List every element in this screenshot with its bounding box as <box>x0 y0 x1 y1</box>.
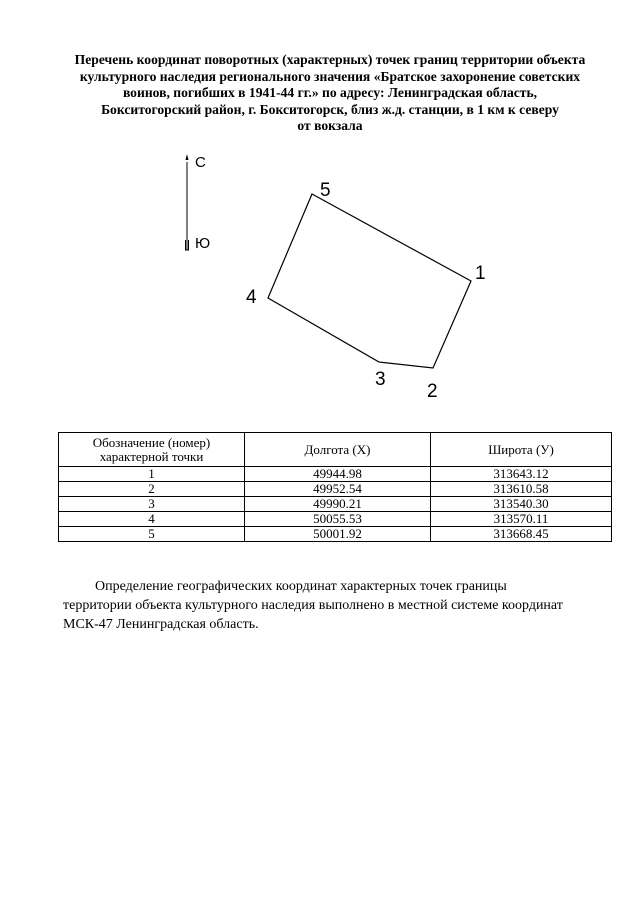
point-label-5: 5 <box>320 180 331 201</box>
title-line: Бокситогорский район, г. Бокситогорск, близ ж.д. станции, в 1 км к северу <box>101 101 559 117</box>
table-row <box>59 497 612 512</box>
cell-latitude: 313610.58 <box>431 482 612 497</box>
table-row <box>59 512 612 527</box>
header-point-id: Обозначение (номер) характерной точки <box>59 433 245 467</box>
cell-point-id: 1 <box>59 467 245 482</box>
point-label-1: 1 <box>475 263 486 284</box>
coordinates-table <box>58 432 612 542</box>
point-label-4: 4 <box>246 287 257 308</box>
cell-longitude: 50055.53 <box>245 512 431 527</box>
table-row <box>59 467 612 482</box>
cell-latitude: 313540.30 <box>431 497 612 512</box>
note-line: территории объекта культурного наследия выполнено в местной системе координат <box>63 598 563 613</box>
title-line: культурного наследия регионального значения «Братское захоронение советских <box>79 68 581 84</box>
cell-latitude: 313643.12 <box>431 467 612 482</box>
coordinate-system-note <box>63 577 611 634</box>
point-label-3: 3 <box>375 369 386 390</box>
cell-longitude: 49944.98 <box>245 467 431 482</box>
cell-latitude: 313570.11 <box>431 512 612 527</box>
title-line: от вокзала <box>297 118 363 134</box>
compass <box>180 150 240 260</box>
compass-north-label: С <box>195 154 206 171</box>
cell-longitude: 50001.92 <box>245 527 431 542</box>
cell-point-id: 3 <box>59 497 245 512</box>
table-row <box>59 527 612 542</box>
note-line: Определение географических координат характерных точек границы <box>95 579 507 594</box>
cell-latitude: 313668.45 <box>431 527 612 542</box>
compass-south-label: Ю <box>195 235 211 252</box>
cell-longitude: 49990.21 <box>245 497 431 512</box>
table-row <box>59 482 612 497</box>
header-longitude: Долгота (X) <box>245 433 431 467</box>
title-line: Перечень координат поворотных (характерных) точек границ территории объекта <box>74 52 586 67</box>
note-line: МСК-47 Ленинградская область. <box>63 617 259 632</box>
table-header-row <box>59 433 612 467</box>
boundary-plan <box>235 172 505 412</box>
cell-longitude: 49952.54 <box>245 482 431 497</box>
cell-point-id: 2 <box>59 482 245 497</box>
boundary-polygon <box>235 172 505 412</box>
cell-point-id: 5 <box>59 527 245 542</box>
title-line: воинов, погибших в 1941-44 гг.» по адресу: Ленинградская область, <box>122 85 538 101</box>
document-title <box>50 52 610 135</box>
cell-point-id: 4 <box>59 512 245 527</box>
point-label-2: 2 <box>427 381 438 402</box>
header-latitude: Широта (У) <box>431 433 612 467</box>
